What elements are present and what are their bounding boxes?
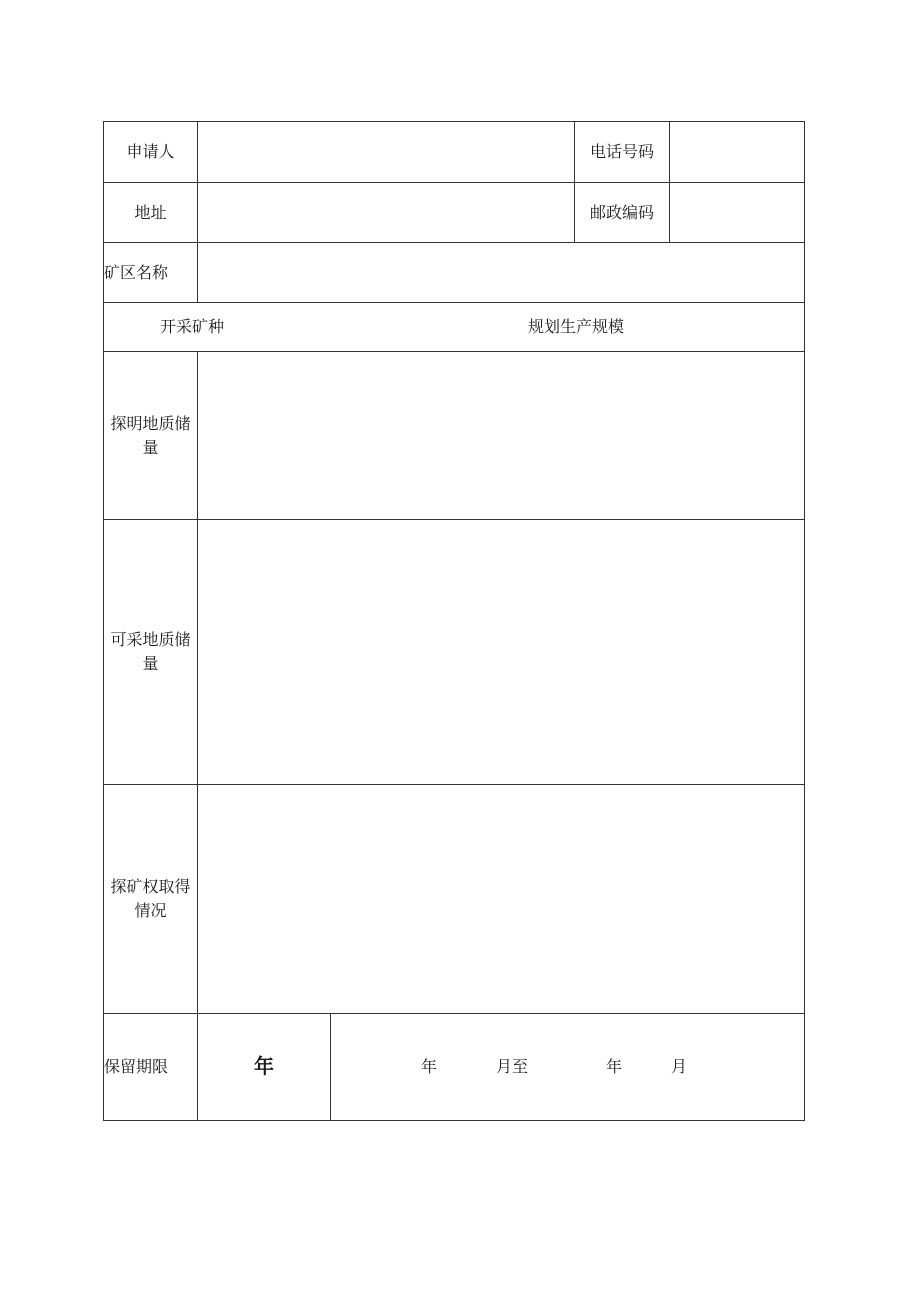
retention-label-cell <box>104 1014 198 1120</box>
retention-years-field[interactable] <box>198 1014 331 1120</box>
mine-name-label: 矿区名称 <box>104 262 169 282</box>
phone-field[interactable] <box>670 122 804 183</box>
applicant-label-cell <box>104 122 198 183</box>
applicant-field[interactable] <box>198 122 575 183</box>
retention-label: 保留期限 <box>104 1057 169 1076</box>
retention-period-field[interactable] <box>331 1014 804 1120</box>
postcode-label-cell <box>575 183 670 243</box>
address-label: 地址 <box>134 202 167 222</box>
proven-reserves-field[interactable] <box>198 352 804 520</box>
exploration-rights-label-cell <box>104 785 198 1014</box>
mineral-label: 开采矿种 <box>160 317 225 336</box>
exploration-rights-label: 探矿权取得情况 <box>110 877 191 920</box>
period-year1: 年 <box>421 1057 438 1076</box>
postcode-field[interactable] <box>670 183 804 243</box>
mine-name-label-cell <box>104 243 198 303</box>
exploration-rights-field[interactable] <box>198 785 804 1014</box>
period-month2: 月 <box>671 1057 688 1076</box>
phone-label-cell <box>575 122 670 183</box>
mine-name-field[interactable] <box>198 243 804 303</box>
period-year2: 年 <box>606 1057 623 1076</box>
minable-reserves-label-cell <box>104 520 198 785</box>
address-field[interactable] <box>198 183 575 243</box>
address-label-cell <box>104 183 198 243</box>
mineral-scale-row <box>104 303 804 352</box>
proven-reserves-label-cell <box>104 352 198 520</box>
minable-reserves-field[interactable] <box>198 520 804 785</box>
scale-label: 规划生产规模 <box>528 317 625 336</box>
postcode-label: 邮政编码 <box>589 202 654 222</box>
period-month-to: 月至 <box>496 1057 529 1076</box>
phone-label: 电话号码 <box>589 142 654 161</box>
applicant-label: 申请人 <box>126 142 175 161</box>
retention-years-unit: 年 <box>254 1056 274 1078</box>
minable-reserves-label: 可采地质储量 <box>110 630 191 673</box>
application-form <box>103 121 805 1121</box>
proven-reserves-label: 探明地质储量 <box>110 413 191 457</box>
